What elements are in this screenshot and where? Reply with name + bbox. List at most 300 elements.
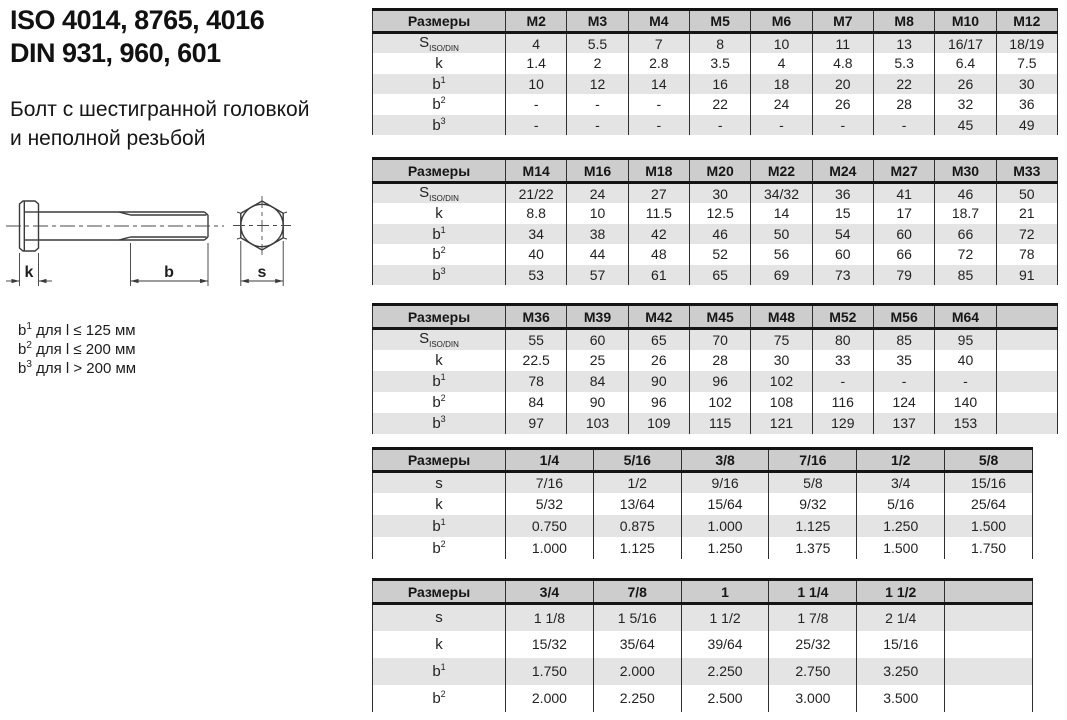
value-cell: 49 — [996, 115, 1057, 136]
row-label: $b^2$ — [432, 393, 446, 411]
value-cell: 72 — [935, 244, 996, 265]
value-cell: 109 — [628, 413, 689, 434]
value-cell: 1.125 — [593, 537, 681, 559]
header-empty-cell — [996, 305, 1057, 329]
value-cell: - — [873, 371, 934, 392]
value-cell: 1.000 — [681, 515, 769, 537]
row-label-cell — [373, 350, 506, 371]
value-cell: 1.500 — [945, 515, 1033, 537]
empty-cell — [945, 604, 1033, 631]
header-size: 1/2 — [857, 449, 945, 472]
value-cell: 1.250 — [857, 515, 945, 537]
value-cell: 1.125 — [769, 515, 857, 537]
header-size: M7 — [812, 10, 873, 33]
title-iso: ISO 4014, 8765, 4016 — [10, 5, 265, 35]
header-size: M14 — [506, 159, 567, 183]
row-label: $S_{ISO/DIN}$ — [419, 330, 459, 350]
value-cell: 53 — [506, 265, 567, 286]
size-table — [372, 578, 1033, 712]
value-cell: 34 — [506, 224, 567, 245]
table-row — [373, 472, 1033, 494]
header-size: M33 — [996, 159, 1057, 183]
value-cell: 35/64 — [593, 631, 681, 658]
header-size: M30 — [935, 159, 996, 183]
row-label: k — [435, 204, 443, 222]
value-cell: 10 — [506, 74, 567, 95]
value-cell: 1.375 — [769, 537, 857, 559]
table-row — [373, 493, 1033, 515]
table-row — [373, 53, 1058, 74]
empty-cell — [945, 685, 1033, 712]
table-row — [373, 244, 1058, 265]
value-cell: 21 — [996, 203, 1057, 224]
centerlines — [6, 196, 291, 255]
size-table — [372, 8, 1058, 135]
row-label-cell — [373, 115, 506, 136]
value-cell: 1 5/16 — [593, 604, 681, 631]
header-size: M24 — [812, 159, 873, 183]
header-size: M18 — [628, 159, 689, 183]
row-label-cell — [373, 604, 506, 631]
size-table — [372, 303, 1058, 434]
value-cell: 26 — [812, 94, 873, 115]
value-cell: - — [751, 115, 812, 136]
value-cell: 40 — [506, 244, 567, 265]
header-sizes-label: Размеры — [373, 449, 506, 472]
value-cell: 30 — [751, 350, 812, 371]
value-cell: 80 — [812, 329, 873, 350]
value-cell: 14 — [751, 203, 812, 224]
value-cell: 75 — [751, 329, 812, 350]
value-cell: 14 — [628, 74, 689, 95]
table-row — [373, 265, 1058, 286]
value-cell: 33 — [812, 350, 873, 371]
value-cell: 61 — [628, 265, 689, 286]
value-cell: 108 — [751, 392, 812, 413]
value-cell: 65 — [628, 329, 689, 350]
row-label: $b^2$ — [432, 245, 446, 264]
value-cell: 16 — [689, 74, 750, 95]
header-size: 1/4 — [506, 449, 594, 472]
value-cell: 72 — [996, 224, 1057, 245]
header-size: M4 — [628, 10, 689, 33]
value-cell: 79 — [873, 265, 934, 286]
row-label-cell — [373, 537, 506, 559]
row-label: $b^1$ — [432, 372, 446, 390]
row-label-cell — [373, 515, 506, 537]
header-size: 1 — [681, 580, 769, 604]
value-cell: 153 — [935, 413, 996, 434]
value-cell: 84 — [567, 371, 628, 392]
value-cell: 66 — [873, 244, 934, 265]
value-cell: 18/19 — [996, 33, 1057, 54]
value-cell: 25 — [567, 350, 628, 371]
value-cell: 12 — [567, 74, 628, 95]
table-row — [373, 350, 1058, 371]
value-cell: 5.3 — [873, 53, 934, 74]
header-size: M45 — [689, 305, 750, 329]
value-cell: 73 — [812, 265, 873, 286]
header-size: M36 — [506, 305, 567, 329]
header-size: M8 — [873, 10, 934, 33]
value-cell: 12.5 — [689, 203, 750, 224]
value-cell: 0.875 — [593, 515, 681, 537]
table-metric-m36-m64 — [372, 303, 1058, 434]
value-cell: 30 — [689, 183, 750, 204]
header-sizes-label: Размеры — [373, 305, 506, 329]
header-size: 7/8 — [593, 580, 681, 604]
header-row — [373, 580, 1033, 604]
value-cell: 26 — [628, 350, 689, 371]
value-cell: - — [567, 115, 628, 136]
value-cell: 2.500 — [681, 685, 769, 712]
value-cell: 121 — [751, 413, 812, 434]
header-size: M39 — [567, 305, 628, 329]
row-label-cell — [373, 244, 506, 265]
value-cell: 90 — [628, 371, 689, 392]
value-cell: 2.8 — [628, 53, 689, 74]
value-cell: 84 — [506, 392, 567, 413]
value-cell: 102 — [751, 371, 812, 392]
value-cell: 4.8 — [812, 53, 873, 74]
bolt-drawing — [0, 185, 330, 315]
value-cell: 3.500 — [857, 685, 945, 712]
table-inch-3-4-to-1-1-2 — [372, 578, 1033, 712]
value-cell: 7 — [628, 33, 689, 54]
value-cell: 28 — [689, 350, 750, 371]
value-cell: 40 — [935, 350, 996, 371]
value-cell: 57 — [567, 265, 628, 286]
row-label: $b^2$ — [432, 95, 446, 114]
row-label: s — [435, 474, 443, 492]
value-cell: 78 — [996, 244, 1057, 265]
value-cell: 2.250 — [593, 685, 681, 712]
value-cell: 3/4 — [857, 472, 945, 494]
header-size: M42 — [628, 305, 689, 329]
value-cell: 18 — [751, 74, 812, 95]
subtitle-line-1: Болт с шестигранной головкой — [10, 98, 310, 121]
header-size: M3 — [567, 10, 628, 33]
value-cell: 1.4 — [506, 53, 567, 74]
table-row — [373, 392, 1058, 413]
value-cell: 32 — [935, 94, 996, 115]
value-cell: 85 — [935, 265, 996, 286]
value-cell: 60 — [812, 244, 873, 265]
note-line: $b^1$ для l ≤ 125 мм — [18, 321, 136, 339]
size-table — [372, 157, 1058, 285]
value-cell: 1 1/2 — [681, 604, 769, 631]
dim-label-s: s — [257, 264, 267, 281]
row-label: $b^3$ — [432, 414, 446, 432]
row-label-cell — [373, 94, 506, 115]
empty-cell — [996, 392, 1057, 413]
value-cell: 140 — [935, 392, 996, 413]
header-size: 3/8 — [681, 449, 769, 472]
value-cell: 52 — [689, 244, 750, 265]
row-label-cell — [373, 183, 506, 204]
value-cell: 17 — [873, 203, 934, 224]
title-block — [10, 4, 360, 153]
row-label: $b^2$ — [432, 689, 446, 707]
header-size: 1 1/2 — [857, 580, 945, 604]
value-cell: 3.000 — [769, 685, 857, 712]
value-cell: 2.000 — [593, 658, 681, 685]
value-cell: - — [628, 115, 689, 136]
value-cell: 4 — [751, 53, 812, 74]
value-cell: 25/32 — [769, 631, 857, 658]
value-cell: 69 — [751, 265, 812, 286]
header-size: M27 — [873, 159, 934, 183]
value-cell: 36 — [996, 94, 1057, 115]
value-cell: 27 — [628, 183, 689, 204]
value-cell: 41 — [873, 183, 934, 204]
note-line: $b^3$ для l > 200 мм — [18, 359, 137, 377]
row-label: $b^1$ — [432, 224, 446, 243]
value-cell: 24 — [751, 94, 812, 115]
row-label-cell — [373, 224, 506, 245]
value-cell: 70 — [689, 329, 750, 350]
value-cell: 2 — [567, 53, 628, 74]
value-cell: - — [506, 115, 567, 136]
header-sizes-label: Размеры — [373, 580, 506, 604]
value-cell: 10 — [567, 203, 628, 224]
header-sizes-label: Размеры — [373, 159, 506, 183]
header-size: M12 — [996, 10, 1057, 33]
value-cell: 22.5 — [506, 350, 567, 371]
table-row — [373, 631, 1033, 658]
row-label-cell — [373, 33, 506, 54]
value-cell: 2.000 — [506, 685, 594, 712]
row-label: $b^3$ — [432, 265, 446, 284]
row-label-cell — [373, 658, 506, 685]
value-cell: 1.250 — [681, 537, 769, 559]
table-metric-m2-m12 — [372, 8, 1058, 135]
value-cell: 97 — [506, 413, 567, 434]
header-size: 3/4 — [506, 580, 594, 604]
value-cell: 2.750 — [769, 658, 857, 685]
value-cell: 15/16 — [945, 472, 1033, 494]
table-inch-quarter-to-5-8 — [372, 447, 1033, 559]
value-cell: 1.500 — [857, 537, 945, 559]
value-cell: 5/32 — [506, 493, 594, 515]
header-size: 7/16 — [769, 449, 857, 472]
value-cell: 50 — [996, 183, 1057, 204]
value-cell: 6.4 — [935, 53, 996, 74]
empty-cell — [996, 413, 1057, 434]
value-cell: 11.5 — [628, 203, 689, 224]
value-cell: 1 7/8 — [769, 604, 857, 631]
table-row — [373, 183, 1058, 204]
row-label-cell — [373, 203, 506, 224]
row-label-cell — [373, 53, 506, 74]
value-cell: 9/16 — [681, 472, 769, 494]
value-cell: 22 — [873, 74, 934, 95]
row-label-cell — [373, 493, 506, 515]
value-cell: 1.750 — [506, 658, 594, 685]
header-row — [373, 449, 1033, 472]
value-cell: 39/64 — [681, 631, 769, 658]
value-cell: 50 — [751, 224, 812, 245]
value-cell: 26 — [935, 74, 996, 95]
header-size: M52 — [812, 305, 873, 329]
row-label-cell — [373, 329, 506, 350]
value-cell: 15/64 — [681, 493, 769, 515]
value-cell: 60 — [873, 224, 934, 245]
row-label-cell — [373, 631, 506, 658]
value-cell: 2 1/4 — [857, 604, 945, 631]
value-cell: 36 — [812, 183, 873, 204]
value-cell: 25/64 — [945, 493, 1033, 515]
row-label: $b^2$ — [432, 538, 446, 557]
table-row — [373, 604, 1033, 631]
row-label-cell — [373, 265, 506, 286]
header-size: M64 — [935, 305, 996, 329]
subtitle — [10, 95, 360, 153]
value-cell: 5.5 — [567, 33, 628, 54]
header-size: M2 — [506, 10, 567, 33]
value-cell: 1/2 — [593, 472, 681, 494]
value-cell: 30 — [996, 74, 1057, 95]
empty-cell — [945, 631, 1033, 658]
value-cell: 3.5 — [689, 53, 750, 74]
table-row — [373, 413, 1058, 434]
header-size: M6 — [751, 10, 812, 33]
row-label-cell — [373, 413, 506, 434]
value-cell: 16/17 — [935, 33, 996, 54]
row-label-cell — [373, 392, 506, 413]
value-cell: - — [506, 94, 567, 115]
header-row — [373, 159, 1058, 183]
table-row — [373, 371, 1058, 392]
value-cell: 7.5 — [996, 53, 1057, 74]
row-label: $b^3$ — [432, 115, 446, 134]
value-cell: - — [935, 371, 996, 392]
size-table — [372, 447, 1033, 559]
header-size: M16 — [567, 159, 628, 183]
value-cell: - — [812, 371, 873, 392]
value-cell: 13 — [873, 33, 934, 54]
row-label: s — [435, 609, 443, 627]
value-cell: 48 — [628, 244, 689, 265]
value-cell: 3.250 — [857, 658, 945, 685]
table-row — [373, 224, 1058, 245]
header-row — [373, 305, 1058, 329]
value-cell: 78 — [506, 371, 567, 392]
value-cell: 20 — [812, 74, 873, 95]
value-cell: 8 — [689, 33, 750, 54]
value-cell: 46 — [689, 224, 750, 245]
header-size: 5/8 — [945, 449, 1033, 472]
value-cell: 2.250 — [681, 658, 769, 685]
value-cell: 10 — [751, 33, 812, 54]
value-cell: 66 — [935, 224, 996, 245]
value-cell: - — [873, 115, 934, 136]
row-label-cell — [373, 74, 506, 95]
notes — [18, 321, 136, 378]
value-cell: 5/8 — [769, 472, 857, 494]
value-cell: 9/32 — [769, 493, 857, 515]
table-row — [373, 33, 1058, 54]
value-cell: 96 — [628, 392, 689, 413]
value-cell: 18.7 — [935, 203, 996, 224]
empty-cell — [996, 350, 1057, 371]
row-label: k — [435, 54, 443, 72]
value-cell: 116 — [812, 392, 873, 413]
value-cell: 15/32 — [506, 631, 594, 658]
note-line: $b^2$ для l ≤ 200 мм — [18, 340, 136, 358]
dim-label-k: k — [24, 264, 34, 281]
header-size: 5/16 — [593, 449, 681, 472]
value-cell: 65 — [689, 265, 750, 286]
table-row — [373, 74, 1058, 95]
value-cell: 4 — [506, 33, 567, 54]
value-cell: 21/22 — [506, 183, 567, 204]
value-cell: 1 1/8 — [506, 604, 594, 631]
value-cell: 15/16 — [857, 631, 945, 658]
value-cell: 55 — [506, 329, 567, 350]
value-cell: 44 — [567, 244, 628, 265]
header-size: 1 1/4 — [769, 580, 857, 604]
value-cell: 90 — [567, 392, 628, 413]
value-cell: 56 — [751, 244, 812, 265]
value-cell: 8.8 — [506, 203, 567, 224]
row-label-cell — [373, 472, 506, 494]
row-label: $S_{ISO/DIN}$ — [419, 34, 459, 53]
empty-cell — [996, 371, 1057, 392]
header-empty-cell — [945, 580, 1033, 604]
value-cell: 34/32 — [751, 183, 812, 204]
row-label: $b^1$ — [432, 662, 446, 680]
row-label: k — [435, 351, 443, 369]
row-label-cell — [373, 685, 506, 712]
value-cell: 115 — [689, 413, 750, 434]
header-size: M5 — [689, 10, 750, 33]
table-row — [373, 685, 1033, 712]
table-row — [373, 115, 1058, 136]
value-cell: - — [812, 115, 873, 136]
value-cell: 129 — [812, 413, 873, 434]
value-cell: 0.750 — [506, 515, 594, 537]
value-cell: 54 — [812, 224, 873, 245]
value-cell: 13/64 — [593, 493, 681, 515]
row-label-cell — [373, 371, 506, 392]
title-din: DIN 931, 960, 601 — [10, 38, 221, 68]
row-label: k — [435, 635, 443, 653]
value-cell: 1.750 — [945, 537, 1033, 559]
dimension-lines — [6, 241, 283, 286]
table-row — [373, 94, 1058, 115]
header-size: M22 — [751, 159, 812, 183]
value-cell: 42 — [628, 224, 689, 245]
value-cell: - — [567, 94, 628, 115]
header-size: M20 — [689, 159, 750, 183]
value-cell: 103 — [567, 413, 628, 434]
table-row — [373, 537, 1033, 559]
value-cell: - — [628, 94, 689, 115]
value-cell: 5/16 — [857, 493, 945, 515]
header-row — [373, 10, 1058, 33]
value-cell: 85 — [873, 329, 934, 350]
header-size: M56 — [873, 305, 934, 329]
value-cell: 1.000 — [506, 537, 594, 559]
value-cell: 95 — [935, 329, 996, 350]
value-cell: 11 — [812, 33, 873, 54]
value-cell: 7/16 — [506, 472, 594, 494]
value-cell: 96 — [689, 371, 750, 392]
value-cell: 46 — [935, 183, 996, 204]
empty-cell — [945, 658, 1033, 685]
header-sizes-label: Размеры — [373, 10, 506, 33]
